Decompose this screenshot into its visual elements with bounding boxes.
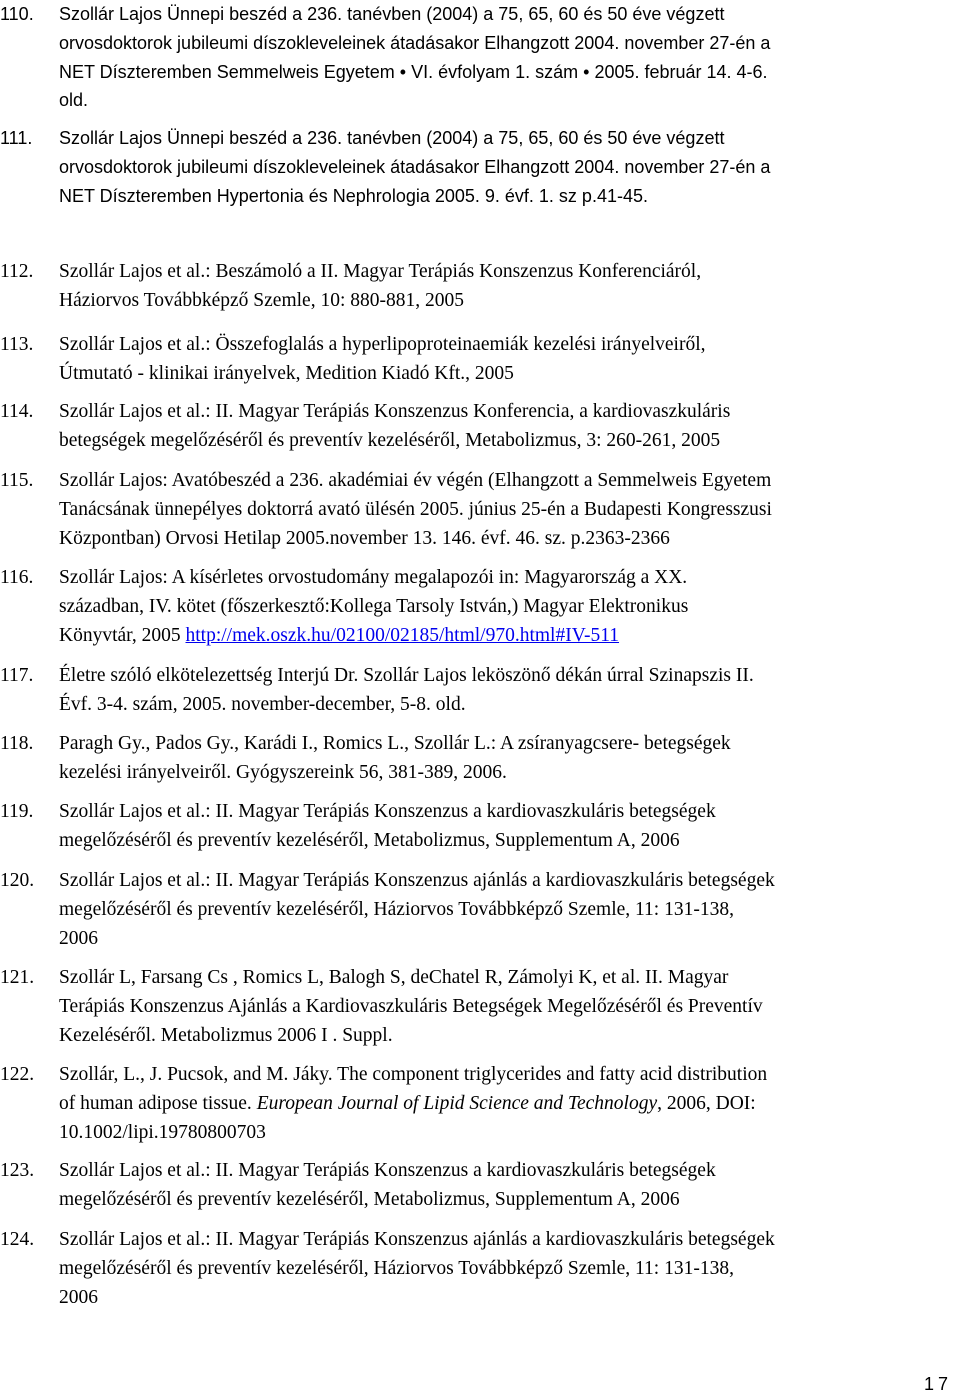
reference-text	[59, 730, 959, 788]
reference-line-prefix: of human adipose tissue.	[59, 1092, 257, 1114]
reference-line: NET Díszteremben Hypertonia és Nephrologia 2005. 9. évf. 1. sz p.41-45.	[59, 185, 648, 206]
reference-line: Életre szóló elkötelezettség Interjú Dr. Szollár Lajos leköszönő dékán úrral Szinapszis II.	[59, 665, 754, 686]
reference-text	[59, 798, 959, 856]
reference-line	[59, 622, 959, 651]
reference-text	[59, 331, 959, 389]
reference-line: Háziorvos Továbbképző Szemle, 10: 880-881, 2005	[59, 289, 464, 311]
reference-line: megelőzéséről és preventív kezeléséről, Háziorvos Továbbképző Szemle, 11: 131-138,	[59, 1257, 734, 1279]
reference-text	[59, 1157, 959, 1215]
reference-line: old.	[59, 90, 89, 111]
reference-number: 110.	[0, 4, 34, 24]
reference-line: megelőzéséről és preventív kezeléséről, Háziorvos Továbbképző Szemle, 11: 131-138,	[59, 898, 734, 920]
reference-line: betegségek megelőzéséről és preventív kezeléséről, Metabolizmus, 3: 260-261, 2005	[59, 429, 721, 451]
mek-link[interactable]: http://mek.oszk.hu/02100/02185/html/970.html#IV-511	[185, 624, 620, 646]
reference-line-suffix: , 2006, DOI:	[657, 1092, 756, 1114]
reference-text	[59, 662, 959, 720]
reference-line: NET Díszteremben Semmelweis Egyetem • VI. évfolyam 1. szám • 2005. február 14. 4-6.	[59, 61, 768, 82]
reference-number: 112.	[0, 261, 34, 282]
reference-line: Paragh Gy., Pados Gy., Karádi I., Romics L., Szollár L.: A zsíranyagcsere- betegségek	[59, 733, 731, 754]
reference-text	[59, 258, 959, 316]
page-number: 17	[923, 1374, 952, 1395]
journal-title: European Journal of Lipid Science and Technology	[256, 1092, 658, 1114]
reference-text	[59, 1226, 959, 1312]
reference-line: században, IV. kötet (főszerkesztő:Kollega Tarsoly István,) Magyar Elektronikus	[59, 595, 689, 617]
reference-text	[59, 964, 959, 1050]
reference-line: Szollár Lajos et al.: II. Magyar Terápiás Konszenzus ajánlás a kardiovaszkuláris betegségek	[59, 870, 775, 891]
reference-number: 124.	[0, 1229, 35, 1250]
reference-line: Szollár Lajos: A kísérletes orvostudomány megalapozói in: Magyarország a XX.	[59, 567, 688, 588]
reference-text	[59, 1061, 959, 1147]
reference-number: 116.	[0, 567, 34, 588]
reference-line: Tanácsának ünnepélyes doktorrá avató ülésén 2005. június 25-én a Budapesti Kongresszusi	[59, 498, 772, 520]
reference-text	[59, 564, 959, 650]
reference-text	[59, 867, 959, 953]
reference-line: Szollár Lajos et al.: Összefoglalás a hyperlipoproteinaemiák kezelési irányelveiről,	[59, 334, 706, 355]
reference-line: Szollár, L., J. Pucsok, and M. Jáky. The component triglycerides and fatty acid distribution	[59, 1064, 768, 1085]
reference-line: 10.1002/lipi.19780800703	[59, 1121, 266, 1143]
reference-line: orvosdoktorok jubileumi díszokleveleinek átadásakor Elhangzott 2004. november 27-én a	[59, 156, 771, 177]
reference-line: Szollár Lajos et al.: Beszámoló a II. Magyar Terápiás Konszenzus Konferenciáról,	[59, 261, 702, 282]
reference-line: Szollár Lajos et al.: II. Magyar Terápiás Konszenzus a kardiovaszkuláris betegségek	[59, 801, 716, 822]
reference-line: Központban) Orvosi Hetilap 2005.november 13. 146. évf. 46. sz. p.2363-2366	[59, 527, 670, 549]
reference-line: megelőzéséről és preventív kezeléséről, Metabolizmus, Supplementum A, 2006	[59, 829, 680, 851]
reference-text	[59, 0, 959, 115]
reference-text	[59, 124, 959, 210]
reference-line: Terápiás Konszenzus Ajánlás a Kardiovaszkuláris Betegségek Megelőzéséről és Preventív	[59, 995, 763, 1017]
reference-line: Szollár Lajos Ünnepi beszéd a 236. tanévben (2004) a 75, 65, 60 és 50 éve végzett	[59, 4, 725, 24]
reference-line	[59, 1090, 959, 1119]
reference-line: Útmutató - klinikai irányelvek, Medition Kiadó Kft., 2005	[59, 362, 514, 384]
reference-number: 115.	[0, 470, 34, 491]
reference-number: 121.	[0, 967, 35, 988]
reference-line: 2006	[59, 927, 98, 949]
reference-line: Szollár Lajos Ünnepi beszéd a 236. tanévben (2004) a 75, 65, 60 és 50 éve végzett	[59, 128, 725, 148]
reference-line: Szollár Lajos et al.: II. Magyar Terápiás Konszenzus ajánlás a kardiovaszkuláris betegségek	[59, 1229, 775, 1250]
reference-line: Szollár Lajos et al.: II. Magyar Terápiás Konszenzus Konferencia, a kardiovaszkuláris	[59, 401, 731, 422]
reference-number: 118.	[0, 733, 34, 754]
reference-line: Szollár Lajos et al.: II. Magyar Terápiás Konszenzus a kardiovaszkuláris betegségek	[59, 1160, 716, 1181]
reference-line: orvosdoktorok jubileumi díszokleveleinek átadásakor Elhangzott 2004. november 27-én a	[59, 32, 771, 53]
reference-text	[59, 467, 959, 553]
reference-number: 122.	[0, 1064, 35, 1085]
reference-line: Szollár Lajos: Avatóbeszéd a 236. akadémiai év végén (Elhangzott a Semmelweis Egyetem	[59, 470, 772, 491]
reference-line: 2006	[59, 1286, 98, 1308]
reference-line: Szollár L, Farsang Cs , Romics L, Balogh S, deChatel R, Zámolyi K, et al. II. Magyar	[59, 967, 729, 988]
reference-line: megelőzéséről és preventív kezeléséről, Metabolizmus, Supplementum A, 2006	[59, 1188, 680, 1210]
reference-line: kezelési irányelveiről. Gyógyszereink 56, 381-389, 2006.	[59, 761, 507, 783]
reference-line-prefix: Könyvtár, 2005	[59, 624, 186, 646]
reference-number: 113.	[0, 334, 34, 355]
reference-line: Kezeléséről. Metabolizmus 2006 I . Suppl.	[59, 1024, 393, 1046]
reference-number: 120.	[0, 870, 35, 891]
reference-number: 123.	[0, 1160, 35, 1181]
reference-number: 114.	[0, 401, 34, 422]
reference-line: Évf. 3-4. szám, 2005. november-december, 5-8. old.	[59, 693, 466, 715]
reference-text	[59, 398, 959, 456]
reference-number: 111.	[0, 128, 33, 148]
reference-number: 119.	[0, 801, 34, 822]
reference-number: 117.	[0, 665, 34, 686]
